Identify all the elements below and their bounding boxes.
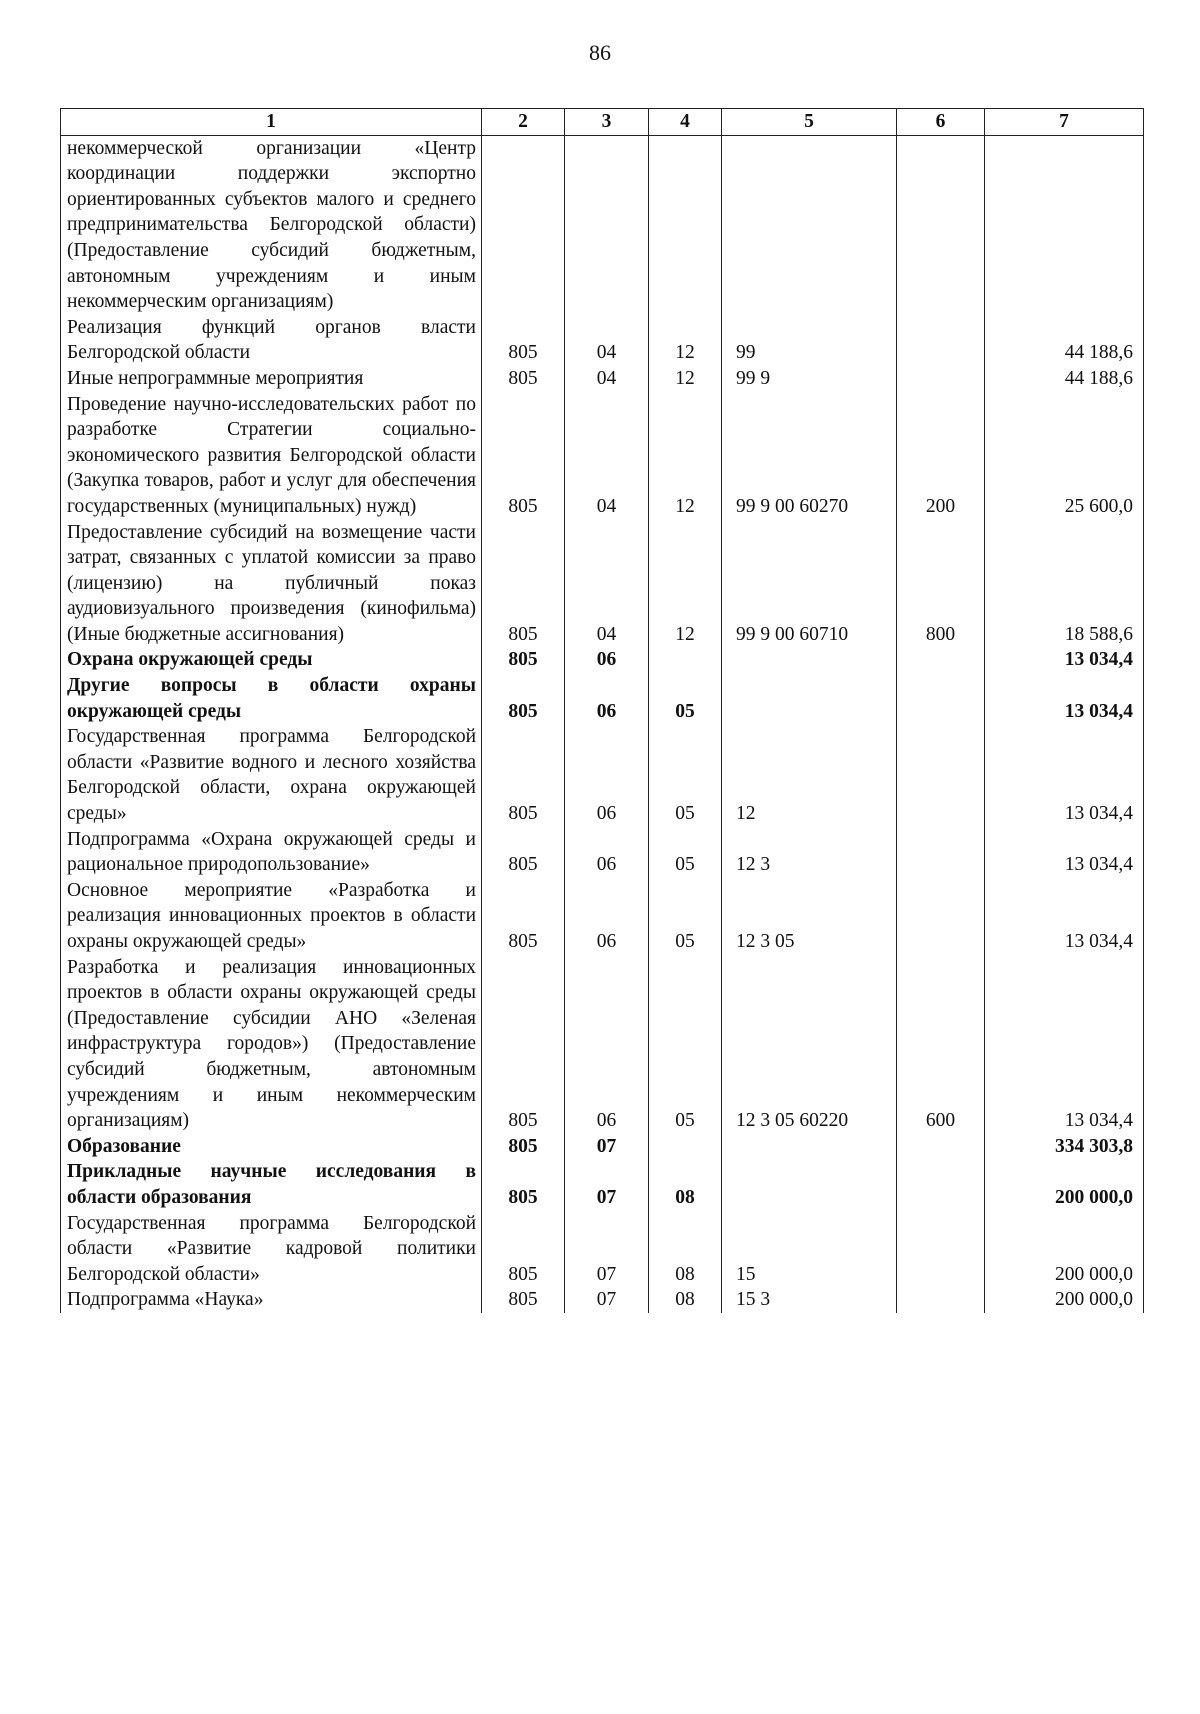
cell-expense-type [897, 1287, 985, 1313]
cell-amount: 13 034,4 [985, 827, 1144, 878]
row-name: Охрана окружающей среды [61, 647, 482, 673]
cell-expense-type [897, 1211, 985, 1288]
table-row [61, 520, 1144, 648]
cell-target-article: 15 [722, 1211, 897, 1288]
cell-section [565, 135, 649, 315]
cell-amount: 200 000,0 [985, 1159, 1144, 1210]
cell-target-article [722, 135, 897, 315]
cell-target-article: 12 [722, 724, 897, 826]
table-row [61, 955, 1144, 1134]
budget-table [60, 108, 1144, 1313]
cell-admin-code: 805 [482, 827, 565, 878]
cell-amount: 13 034,4 [985, 878, 1144, 955]
cell-amount: 18 588,6 [985, 520, 1144, 648]
table-row [61, 315, 1144, 366]
cell-expense-type: 200 [897, 392, 985, 520]
cell-subsection: 08 [649, 1211, 722, 1288]
cell-section: 07 [565, 1159, 649, 1210]
cell-expense-type [897, 724, 985, 826]
cell-amount: 44 188,6 [985, 315, 1144, 366]
table-row [61, 647, 1144, 673]
cell-target-article: 12 3 [722, 827, 897, 878]
cell-admin-code: 805 [482, 366, 565, 392]
cell-expense-type [897, 647, 985, 673]
header-row [61, 109, 1144, 136]
cell-section: 06 [565, 878, 649, 955]
cell-target-article: 99 9 [722, 366, 897, 392]
cell-section: 07 [565, 1287, 649, 1313]
cell-expense-type [897, 135, 985, 315]
cell-subsection [649, 1134, 722, 1160]
table-row [61, 878, 1144, 955]
cell-subsection: 05 [649, 724, 722, 826]
cell-subsection: 08 [649, 1159, 722, 1210]
cell-expense-type [897, 1159, 985, 1210]
cell-subsection: 05 [649, 673, 722, 724]
cell-expense-type [897, 315, 985, 366]
cell-target-article: 99 [722, 315, 897, 366]
cell-section: 06 [565, 827, 649, 878]
cell-subsection [649, 647, 722, 673]
page-number: 86 [589, 40, 611, 65]
cell-amount: 13 034,4 [985, 647, 1144, 673]
row-name: Основное мероприятие «Разработка и реализация инновационных проектов в области охраны окружающей среды» [61, 878, 482, 955]
cell-target-article [722, 1159, 897, 1210]
cell-expense-type [897, 827, 985, 878]
cell-admin-code: 805 [482, 955, 565, 1134]
cell-section: 07 [565, 1134, 649, 1160]
cell-admin-code: 805 [482, 1287, 565, 1313]
table-row [61, 392, 1144, 520]
row-name: Реализация функций органов власти Белгородской области [61, 315, 482, 366]
column-header-7: 7 [985, 109, 1144, 136]
row-name: некоммерческой организации «Центр координации поддержки экспортно ориентированных субъектов малого и среднего предпринимательства Белгородской области) (Предоставление субсидий бюджетным, автономным учреждениям и иным некоммерческим организациям) [61, 135, 482, 315]
row-name: Подпрограмма «Наука» [61, 1287, 482, 1313]
cell-admin-code: 805 [482, 724, 565, 826]
table-row [61, 827, 1144, 878]
table-row [61, 135, 1144, 315]
cell-expense-type [897, 366, 985, 392]
table-row [61, 1287, 1144, 1313]
cell-admin-code: 805 [482, 647, 565, 673]
cell-section: 06 [565, 673, 649, 724]
row-name: Иные непрограммные мероприятия [61, 366, 482, 392]
cell-section: 04 [565, 315, 649, 366]
cell-admin-code: 805 [482, 673, 565, 724]
row-name: Образование [61, 1134, 482, 1160]
cell-subsection: 12 [649, 315, 722, 366]
cell-subsection: 12 [649, 520, 722, 648]
cell-amount: 13 034,4 [985, 724, 1144, 826]
cell-target-article: 15 3 [722, 1287, 897, 1313]
cell-target-article [722, 673, 897, 724]
cell-admin-code: 805 [482, 315, 565, 366]
cell-amount: 13 034,4 [985, 955, 1144, 1134]
cell-target-article: 12 3 05 [722, 878, 897, 955]
table-row [61, 724, 1144, 826]
cell-admin-code: 805 [482, 392, 565, 520]
cell-amount: 200 000,0 [985, 1211, 1144, 1288]
cell-amount: 13 034,4 [985, 673, 1144, 724]
column-header-2: 2 [482, 109, 565, 136]
column-header-6: 6 [897, 109, 985, 136]
cell-admin-code: 805 [482, 1211, 565, 1288]
table-row [61, 1211, 1144, 1288]
cell-admin-code: 805 [482, 878, 565, 955]
cell-target-article: 12 3 05 60220 [722, 955, 897, 1134]
row-name: Проведение научно-исследовательских работ по разработке Стратегии социально-экономического развития Белгородской области (Закупка товаров, работ и услуг для обеспечения государственных (муниципальных) нужд) [61, 392, 482, 520]
cell-amount: 25 600,0 [985, 392, 1144, 520]
cell-target-article: 99 9 00 60270 [722, 392, 897, 520]
cell-admin-code: 805 [482, 1159, 565, 1210]
cell-expense-type [897, 673, 985, 724]
row-name: Предоставление субсидий на возмещение части затрат, связанных с уплатой комиссии за право (лицензию) на публичный показ аудиовизуального произведения (кинофильма) (Иные бюджетные ассигнования) [61, 520, 482, 648]
cell-section: 04 [565, 520, 649, 648]
cell-subsection: 05 [649, 878, 722, 955]
row-name: Прикладные научные исследования в области образования [61, 1159, 482, 1210]
cell-section: 06 [565, 647, 649, 673]
column-header-1: 1 [61, 109, 482, 136]
cell-amount: 334 303,8 [985, 1134, 1144, 1160]
cell-section: 06 [565, 955, 649, 1134]
cell-subsection: 05 [649, 955, 722, 1134]
column-header-4: 4 [649, 109, 722, 136]
cell-target-article: 99 9 00 60710 [722, 520, 897, 648]
column-header-5: 5 [722, 109, 897, 136]
cell-admin-code: 805 [482, 1134, 565, 1160]
cell-amount [985, 135, 1144, 315]
table-row [61, 1134, 1144, 1160]
cell-section: 04 [565, 366, 649, 392]
cell-subsection: 05 [649, 827, 722, 878]
column-header-3: 3 [565, 109, 649, 136]
table-row [61, 673, 1144, 724]
row-name: Другие вопросы в области охраны окружающей среды [61, 673, 482, 724]
cell-target-article [722, 1134, 897, 1160]
cell-amount: 44 188,6 [985, 366, 1144, 392]
cell-expense-type [897, 878, 985, 955]
table-row [61, 1159, 1144, 1210]
cell-admin-code: 805 [482, 520, 565, 648]
cell-section: 06 [565, 724, 649, 826]
row-name: Подпрограмма «Охрана окружающей среды и рациональное природопользование» [61, 827, 482, 878]
cell-expense-type: 800 [897, 520, 985, 648]
cell-section: 07 [565, 1211, 649, 1288]
cell-amount: 200 000,0 [985, 1287, 1144, 1313]
cell-subsection: 08 [649, 1287, 722, 1313]
cell-subsection: 12 [649, 392, 722, 520]
row-name: Разработка и реализация инновационных проектов в области охраны окружающей среды (Предоставление субсидии АНО «Зеленая инфраструктура городов») (Предоставление субсидий бюджетным, автономным учреждениям и иным некоммерческим организациям) [61, 955, 482, 1134]
cell-subsection: 12 [649, 366, 722, 392]
cell-expense-type [897, 1134, 985, 1160]
cell-expense-type: 600 [897, 955, 985, 1134]
table-row [61, 366, 1144, 392]
cell-admin-code [482, 135, 565, 315]
cell-target-article [722, 647, 897, 673]
row-name: Государственная программа Белгородской области «Развитие водного и лесного хозяйства Белгородской области, охрана окружающей среды» [61, 724, 482, 826]
row-name: Государственная программа Белгородской области «Развитие кадровой политики Белгородской области» [61, 1211, 482, 1288]
cell-subsection [649, 135, 722, 315]
cell-section: 04 [565, 392, 649, 520]
